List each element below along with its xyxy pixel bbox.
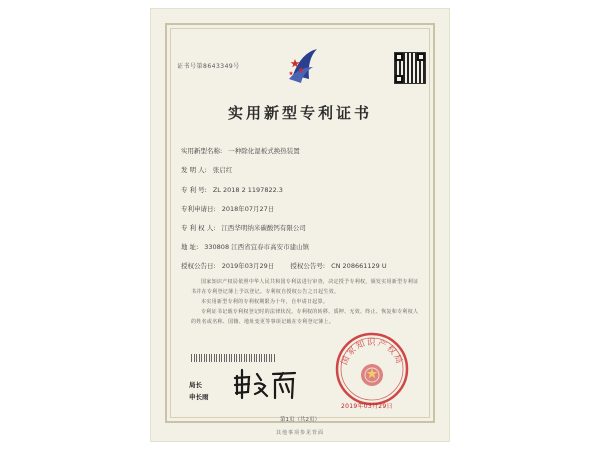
field-utility-model-name: 实用新型名称: 一种除化湿板式换热装置 [181, 147, 300, 155]
barcode [191, 354, 276, 362]
svg-text:国家知识产权局: 国家知识产权局 [339, 338, 405, 367]
patent-office-logo-icon [287, 45, 323, 85]
page-number: 第1页（共2页） [280, 417, 320, 423]
director-title: 局长 [189, 381, 202, 389]
field-address: 地 址: 330808 江西省宜春市高安市建山镇 [181, 243, 310, 251]
qr-code [395, 53, 425, 83]
seal-date: 2019年03月29日 [341, 403, 393, 410]
certificate-page [150, 8, 450, 442]
field-application-date: 专利申请日: 2018年07月27日 [181, 205, 275, 213]
certificate-number: 证书号第8643349号 [177, 63, 240, 70]
field-patentee: 专 利 权 人: 江西华明纳米碳酸钙有限公司 [181, 224, 306, 232]
official-seal [334, 331, 410, 407]
field-patent-number: 专 利 号: ZL 2018 2 1197822.3 [181, 186, 283, 194]
field-inventor: 发 明 人: 张启红 [181, 166, 233, 174]
director-signature [231, 364, 301, 404]
certificate-title: 实用新型专利证书 [227, 104, 372, 122]
notice-text: 国家知识产权局依照中华人民共和国专利法进行审查，决定授予专利权，颁发实用新型专利证书并在专利登记簿上予以登记。专利权自授权公告之日起生效。 本实用新型专利的专利权期限为十年，自申请日起算。 专利证书记载专利权登记时的法律状况。专利权的转移、质押、无效、终止、恢复和专利权人的姓名或名称、国籍、地址变更等事项记载在专利登记簿上。 [191, 279, 419, 325]
director-name: 申长雨 [189, 393, 209, 401]
field-grant-date: 授权公告日: 2019年03月29日 授权公告号: CN 208661129 U [181, 262, 387, 270]
footer-note: 其他事项参见背面 [275, 430, 324, 436]
